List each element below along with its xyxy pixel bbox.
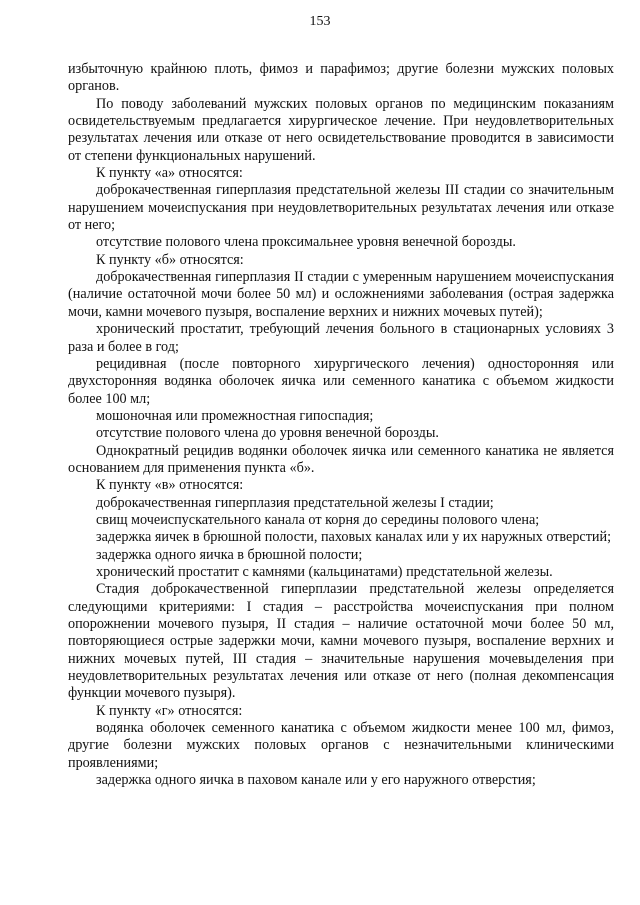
paragraph: задержка яичек в брюшной полости, паховых каналах или у их наружных отверстий; [96, 529, 612, 546]
paragraph: мошоночная или промежностная гипоспадия; [96, 407, 374, 424]
paragraph: К пункту «в» относятся: [96, 477, 244, 494]
paragraph: По поводу заболеваний мужских половых органов по медицинским показаниям освидетельствуемым предлагается хирургическое лечение. При неудовлетворительных результатах лечения или отказе от него освидетельствование проводится в зависимости от степени функциональных нарушений. [68, 95, 614, 164]
paragraph: доброкачественная гиперплазия предстательной железы I стадии; [96, 494, 494, 511]
paragraph: задержка одного яичка в паховом канале или у его наружного отверстия; [96, 772, 536, 789]
page-number: 153 [309, 14, 331, 29]
paragraph: водянка оболочек семенного канатика с объемом жидкости менее 100 мл, фимоз, другие болезни мужских половых органов с незначительными клиническими проявлениями; [68, 720, 614, 771]
paragraph: доброкачественная гиперплазия II стадии с умеренным нарушением мочеиспускания (наличие остаточной мочи более 50 мл) и осложнениями заболевания (острая задержка мочи, камни мочевого пузыря, воспаление верхних и нижних мочевых путей); [68, 269, 614, 320]
paragraph: отсутствие полового члена до уровня венечной борозды. [96, 425, 439, 442]
document-body [68, 61, 614, 789]
paragraph: избыточную крайнюю плоть, фимоз и парафимоз; другие болезни мужских половых органов. [68, 61, 614, 95]
paragraph: Однократный рецидив водянки оболочек яичка или семенного канатика не является основанием для применения пункта «б». [68, 442, 614, 476]
paragraph: К пункту «г» относятся: [96, 702, 243, 719]
paragraph: К пункту «а» относятся: [96, 165, 243, 182]
paragraph: свищ мочеиспускательного канала от корня до середины полового члена; [96, 511, 540, 528]
paragraph: задержка одного яичка в брюшной полости; [96, 546, 363, 563]
paragraph: отсутствие полового члена проксимальнее уровня венечной борозды. [96, 234, 516, 251]
paragraph: доброкачественная гиперплазия предстательной железы III стадии со значительным нарушением мочеиспускания при неудовлетворительных результатах лечения или отказе от него; [68, 182, 614, 234]
paragraph: хронический простатит с камнями (кальцинатами) предстательной железы. [96, 563, 553, 580]
paragraph: рецидивная (после повторного хирургического лечения) односторонняя или двухсторонняя водянка оболочек яичка или семенного канатика с объемом жидкости более 100 мл; [68, 355, 614, 407]
paragraph: Стадия доброкачественной гиперплазии предстательной железы определяется следующими критериями: I стадия – расстройства мочеиспускания при полном опорожнении мочевого пузыря, II стадия – наличие остаточной мочи более 50 мл, повторяющиеся острые задержки мочи, камни мочевого пузыря, воспаление верхних и нижних мочевых путей, III стадия – значительные нарушения мочевыделения при неудовлетворительных результатах лечения или отказе от него (полная декомпенсация функции мочевого пузыря). [68, 581, 614, 702]
paragraph: К пункту «б» относятся: [96, 251, 244, 268]
paragraph: хронический простатит, требующий лечения больного в стационарных условиях 3 раза и более в год; [68, 321, 614, 355]
